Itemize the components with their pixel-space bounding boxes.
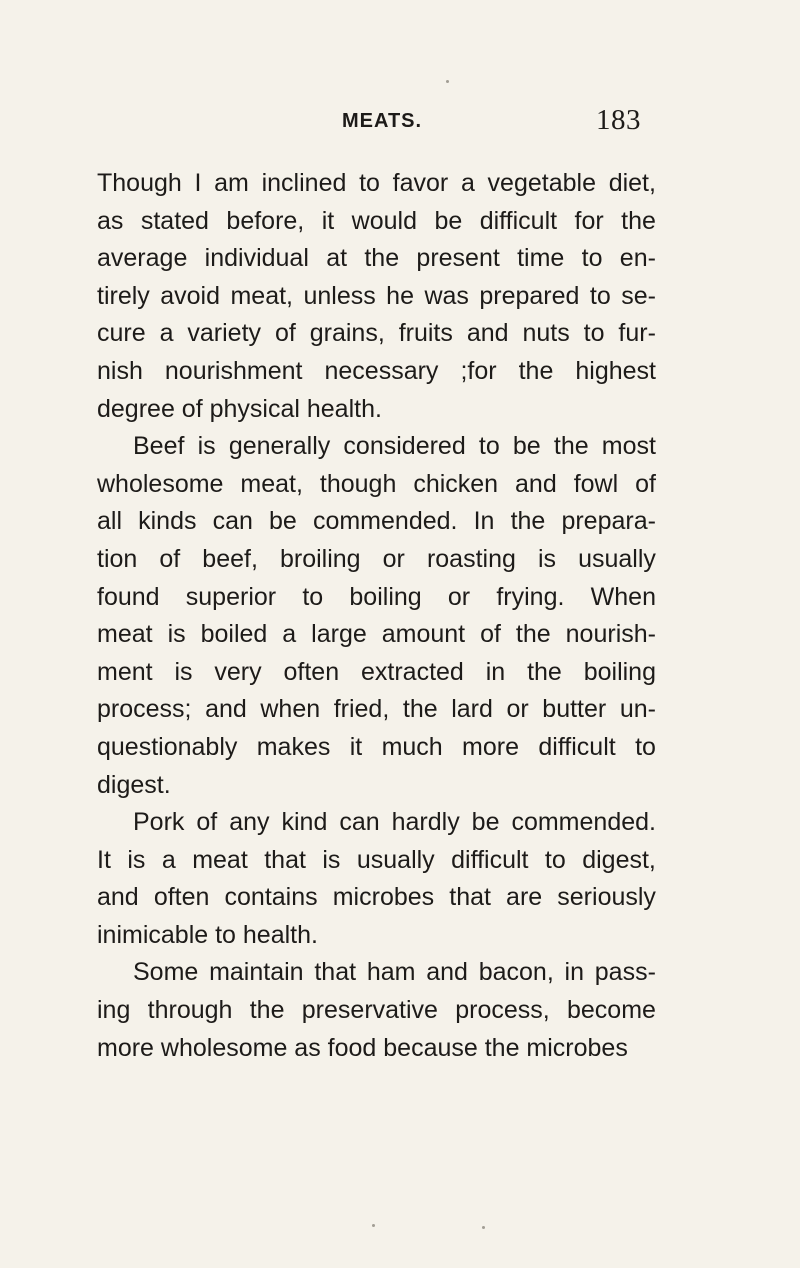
text-line: inimicable to health. xyxy=(97,920,318,949)
text-line: Beef is generally considered to be the most xyxy=(133,432,656,461)
text-line: more wholesome as food because the microbes xyxy=(97,1033,628,1062)
text-line: as stated before, it would be difficult for the xyxy=(97,206,656,235)
print-speck xyxy=(482,1226,485,1229)
text-line: questionably makes it much more difficult to xyxy=(97,732,656,761)
text-line: cure a variety of grains, fruits and nuts to fur- xyxy=(97,319,656,348)
paragraph xyxy=(97,165,656,428)
page-number: 183 xyxy=(596,104,641,136)
text-line: wholesome meat, though chicken and fowl of xyxy=(97,469,656,498)
text-line: found superior to boiling or frying. When xyxy=(97,582,656,611)
text-line: Some maintain that ham and bacon, in pass- xyxy=(133,958,656,987)
text-line: average individual at the present time to en- xyxy=(97,244,656,273)
text-line: and often contains microbes that are seriously xyxy=(97,883,656,912)
text-line: ment is very often extracted in the boiling xyxy=(97,657,656,686)
text-line: tion of beef, broiling or roasting is usually xyxy=(97,544,656,573)
print-speck xyxy=(446,80,449,83)
text-line: process; and when fried, the lard or butter un- xyxy=(97,695,656,724)
text-line: Though I am inclined to favor a vegetable diet, xyxy=(97,169,656,197)
text-line: tirely avoid meat, unless he was prepared to se- xyxy=(97,281,656,310)
running-head: MEATS. xyxy=(342,110,423,132)
body-text xyxy=(97,165,656,1067)
text-line: It is a meat that is usually difficult to digest, xyxy=(97,845,656,874)
paragraph xyxy=(97,428,656,804)
text-line: digest. xyxy=(97,770,171,799)
text-line: meat is boiled a large amount of the nourish- xyxy=(97,620,656,649)
text-line: degree of physical health. xyxy=(97,394,382,423)
paragraph xyxy=(97,804,656,954)
print-speck xyxy=(372,1224,375,1227)
text-line: all kinds can be commended. In the prepara- xyxy=(97,507,656,536)
text-line: nish nourishment necessary ;for the highest xyxy=(97,356,656,385)
text-line: ing through the preservative process, become xyxy=(97,996,656,1025)
text-line: Pork of any kind can hardly be commended. xyxy=(133,808,656,837)
paragraph xyxy=(97,954,656,1067)
